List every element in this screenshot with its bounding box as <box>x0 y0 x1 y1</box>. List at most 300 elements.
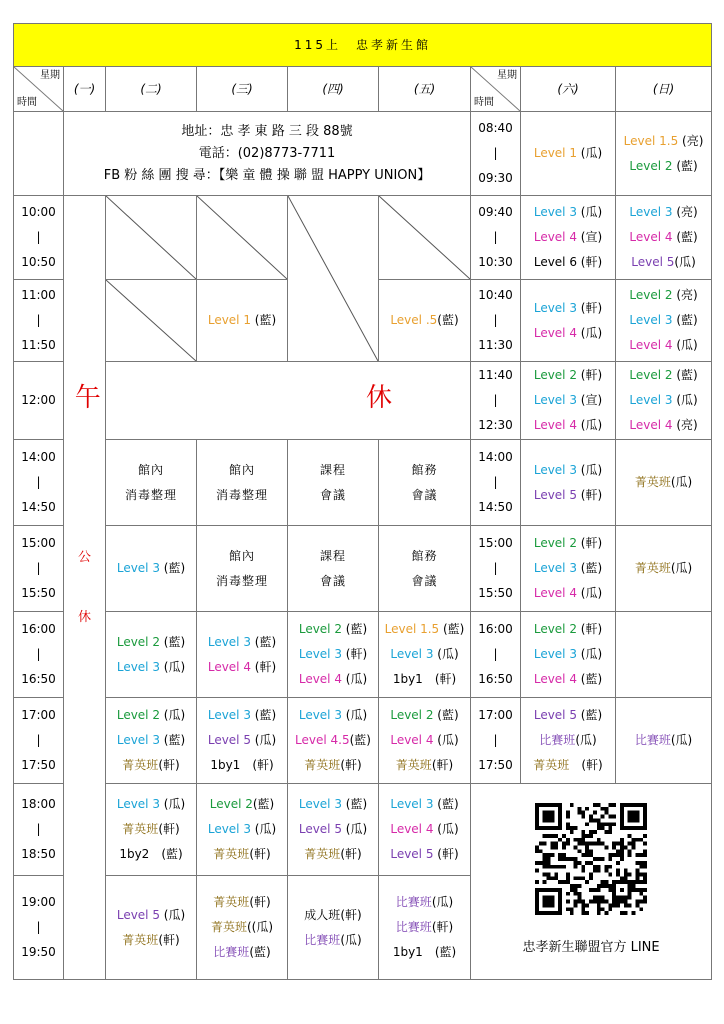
fb-text: FB 粉 絲 團 搜 尋：【樂 童 體 操 聯 盟 HAPPY UNION】 <box>103 167 431 183</box>
class-entry <box>106 728 196 753</box>
coach-name: (瓜) <box>431 895 454 909</box>
time-slot <box>14 784 64 876</box>
facility-note: 消毒整理 <box>215 487 268 502</box>
class-entry <box>197 703 287 728</box>
class-entry <box>197 753 287 778</box>
time-slot <box>471 112 521 196</box>
coach-name: (軒) <box>341 647 368 661</box>
lunch-break: 午 休 <box>106 362 471 440</box>
class-level: Level 6 <box>533 255 577 269</box>
class-level: Level 2 <box>533 622 577 636</box>
time-text: 11:40 <box>478 368 513 382</box>
class-cell <box>288 526 379 612</box>
facility-note: 消毒整理 <box>124 487 177 502</box>
time-text: 14:00 <box>478 450 513 464</box>
coach-name: (瓜) <box>159 659 186 674</box>
class-cell <box>521 280 616 362</box>
day-header-sun: (日) <box>616 67 712 112</box>
time-text: 16:50 <box>478 672 513 686</box>
class-entry <box>521 388 615 413</box>
class-entry <box>197 940 287 965</box>
class-level: 菁英班 <box>213 847 250 861</box>
class-level: Level 3 <box>629 313 673 327</box>
coach-name: (瓜) <box>576 325 603 340</box>
coach-name: (藍) <box>341 622 368 636</box>
class-level: Level 3 <box>629 205 673 219</box>
coach-name: (藍) <box>349 733 371 747</box>
class-entry <box>521 617 615 642</box>
coach-name: (瓜) <box>159 708 186 722</box>
time-slot <box>471 698 521 784</box>
coach-name: (軒) <box>576 536 603 550</box>
class-level: 菁英班 <box>122 932 159 947</box>
time-text: 11:00 <box>21 288 56 302</box>
class-entry <box>379 642 470 667</box>
coach-name: (瓜) <box>576 205 603 219</box>
class-cell <box>197 440 288 526</box>
time-text: 09:30 <box>478 171 513 185</box>
class-entry <box>616 308 711 333</box>
time-slot <box>471 362 521 440</box>
class-level: 菁英班 <box>210 920 247 934</box>
class-entry <box>521 458 615 483</box>
class-entry <box>521 296 615 321</box>
class-level: Level 5 <box>631 255 675 269</box>
class-cell <box>288 784 379 876</box>
time-slot <box>471 612 521 698</box>
coach-name: (宣) <box>576 393 603 407</box>
day-header-thu: (四) <box>288 67 379 112</box>
class-entry <box>521 667 615 692</box>
coach-name: (藍) <box>249 945 271 959</box>
coach-name: ((瓜) <box>246 920 274 934</box>
class-cell <box>521 526 616 612</box>
class-level: Level 4 <box>533 230 577 244</box>
coach-name: (瓜) <box>159 797 186 811</box>
coach-name: (軒) <box>431 920 454 934</box>
time-text: 18:50 <box>21 847 56 861</box>
class-entry <box>197 890 287 915</box>
coach-name: (軒) <box>250 659 277 674</box>
class-level: Level 4 <box>390 822 434 836</box>
empty-slot <box>379 196 471 280</box>
coach-name: (藍) <box>439 622 465 636</box>
time-text: 17:50 <box>21 758 56 772</box>
coach-name: (瓜) <box>340 932 362 947</box>
page-title: 115上 忠孝新生館 <box>14 24 712 67</box>
class-entry <box>379 667 470 692</box>
facility-note: 課程 <box>319 548 346 563</box>
class-level: Level 4 <box>207 659 251 674</box>
coach-name: (軒) <box>576 300 603 315</box>
facility-note: 館內 <box>228 548 255 563</box>
time-slot <box>14 698 64 784</box>
coach-name: (藍) <box>672 158 698 173</box>
class-entry <box>379 753 470 778</box>
coach-name: (亮) <box>672 288 698 302</box>
time-text: | <box>36 920 41 934</box>
class-cell <box>379 784 471 876</box>
class-entry <box>197 728 287 753</box>
address-text: 地址：忠 孝 東 路 三 段 88號 <box>181 123 353 139</box>
coach-name: (藍) <box>252 797 275 811</box>
class-level: 1by1 <box>392 945 423 959</box>
coach-name: (軒) <box>158 822 180 836</box>
class-entry <box>616 556 711 581</box>
time-slot <box>471 196 521 280</box>
coach-name: (軒) <box>240 758 274 772</box>
coach-name: (藍) <box>433 708 459 722</box>
class-level: Level 5 <box>533 487 577 502</box>
class-cell <box>616 440 712 526</box>
class-level: Level 3 <box>207 708 251 722</box>
coach-name: (軒) <box>431 758 454 772</box>
coach-name: (軒) <box>340 758 362 772</box>
coach-name: (瓜) <box>670 561 693 575</box>
time-slot <box>14 280 64 362</box>
class-entry <box>521 141 615 166</box>
class-entry <box>379 703 470 728</box>
class-entry <box>616 333 711 358</box>
facility-note: 消毒整理 <box>215 573 268 588</box>
class-entry <box>616 363 711 388</box>
class-cell <box>521 196 616 280</box>
class-level: Level 3 <box>207 634 251 649</box>
time-slot <box>14 876 64 980</box>
class-cell <box>106 440 197 526</box>
coach-name: (軒) <box>576 368 603 382</box>
coach-name: (瓜) <box>576 647 603 661</box>
class-level: 1by1 <box>392 672 423 686</box>
coach-name: (藍) <box>672 230 698 244</box>
day-header-wed: (三) <box>197 67 288 112</box>
class-cell <box>197 612 288 698</box>
time-text: 14:50 <box>478 500 513 514</box>
class-level: Level 5 <box>116 907 160 922</box>
class-level: Level 5 <box>533 708 577 722</box>
coach-name: (藍) <box>250 313 277 327</box>
time-slot <box>471 280 521 362</box>
time-slot <box>14 526 64 612</box>
facility-note: 館內 <box>228 462 255 477</box>
class-entry <box>521 200 615 225</box>
class-cell <box>197 876 288 980</box>
class-level: 比賽班 <box>213 945 250 959</box>
phone-text: 電話：(02)8773-7711 <box>198 145 336 161</box>
class-entry <box>521 363 615 388</box>
class-entry <box>616 413 711 438</box>
coach-name: (軒) <box>340 847 362 861</box>
class-cell <box>197 784 288 876</box>
class-cell <box>197 280 288 362</box>
class-entry <box>521 753 615 778</box>
class-entry <box>288 792 378 817</box>
day-header-mon: (一) <box>64 67 106 112</box>
time-text: | <box>493 230 498 244</box>
coach-name: (藍) <box>576 708 603 722</box>
class-level: Level 3 <box>390 647 434 661</box>
class-level: Level 3 <box>533 647 577 661</box>
time-text: 17:00 <box>478 708 513 722</box>
class-entry <box>521 250 615 275</box>
class-cell <box>379 440 471 526</box>
time-text: 10:30 <box>478 255 513 269</box>
class-entry <box>521 728 615 753</box>
coach-name: (軒) <box>249 895 271 909</box>
class-entry <box>521 321 615 346</box>
class-cell <box>616 612 712 698</box>
time-text: 10:40 <box>478 288 513 302</box>
class-level: Level 4 <box>533 325 577 340</box>
line-qr-code[interactable] <box>535 803 647 915</box>
coach-name: (藍) <box>576 561 603 575</box>
time-text: | <box>36 647 41 661</box>
class-level: Level 2 <box>629 368 673 382</box>
coach-name: (亮) <box>672 205 698 219</box>
class-level: Level 4 <box>533 672 577 686</box>
class-cell <box>288 876 379 980</box>
class-level: Level 2 <box>629 158 673 173</box>
class-entry <box>616 728 711 753</box>
class-level: 菁英班 <box>304 758 341 772</box>
class-entry <box>288 617 378 642</box>
class-level: Level 1.5 <box>384 622 440 636</box>
time-slot <box>14 612 64 698</box>
class-level: Level 1 <box>207 313 251 327</box>
class-level: 菁英班 <box>304 847 341 861</box>
class-level: Level 3 <box>298 797 342 811</box>
class-level: Level 3 <box>533 393 577 407</box>
time-text: | <box>493 146 498 160</box>
coach-name: (藍) <box>433 797 459 811</box>
coach-name: (瓜) <box>433 647 459 661</box>
class-entry <box>379 842 470 867</box>
class-cell <box>616 698 712 784</box>
time-text: | <box>36 475 41 489</box>
class-level: 菁英班 <box>634 475 671 489</box>
coach-name: (瓜) <box>674 255 696 269</box>
time-text: 15:50 <box>478 586 513 600</box>
coach-name: (瓜) <box>433 733 459 747</box>
class-level: Level 4 <box>533 418 577 432</box>
class-entry <box>521 642 615 667</box>
class-cell <box>616 526 712 612</box>
time-text: 12:30 <box>478 418 513 432</box>
coach-name: (瓜) <box>341 708 368 722</box>
time-text: 16:00 <box>21 622 56 636</box>
time-text: | <box>493 647 498 661</box>
class-level: 成人班 <box>304 907 341 922</box>
facility-note: 館務 <box>411 548 438 563</box>
class-entry <box>379 617 470 642</box>
class-entry <box>106 630 196 655</box>
time-slot <box>471 526 521 612</box>
coach-name: (藍) <box>149 847 183 861</box>
line-qr-block <box>471 784 712 980</box>
class-level: Level 5 <box>298 822 342 836</box>
class-entry <box>106 903 196 928</box>
time-text: | <box>493 313 498 327</box>
class-entry <box>288 928 378 953</box>
class-level: 比賽班 <box>395 920 432 934</box>
time-text: 08:40 <box>478 121 513 135</box>
class-entry <box>197 308 287 333</box>
class-cell <box>616 196 712 280</box>
time-text: 16:50 <box>21 672 56 686</box>
class-level: Level 1 <box>533 146 577 160</box>
coach-name: (瓜) <box>250 822 277 836</box>
class-cell <box>197 698 288 784</box>
class-level: Level 3 <box>533 300 577 315</box>
class-entry <box>616 283 711 308</box>
time-text: 14:00 <box>21 450 56 464</box>
monday-closed: 公 休 <box>64 196 106 980</box>
class-entry <box>288 817 378 842</box>
coach-name: (瓜) <box>576 462 603 477</box>
class-level: Level 5 <box>207 733 251 747</box>
facility-note: 會議 <box>411 487 438 502</box>
class-level: 菁英班 <box>213 895 250 909</box>
coach-name: (瓜) <box>341 672 368 686</box>
coach-name: (瓜) <box>250 733 277 747</box>
time-text: | <box>493 561 498 575</box>
class-level: 菁英班 <box>122 758 159 772</box>
class-entry <box>288 728 378 753</box>
class-entry <box>616 129 711 154</box>
time-text: 10:50 <box>21 255 56 269</box>
time-text: 15:00 <box>21 536 56 550</box>
class-level: Level 2 <box>209 797 253 811</box>
class-entry <box>106 753 196 778</box>
class-entry <box>106 556 196 581</box>
time-text: | <box>36 230 41 244</box>
class-cell <box>521 698 616 784</box>
empty-slot <box>106 196 197 280</box>
coach-name: (藍) <box>159 561 186 575</box>
class-level: 菁英班 <box>634 561 671 575</box>
class-cell <box>106 698 197 784</box>
time-slot <box>14 196 64 280</box>
class-entry <box>379 308 470 333</box>
qr-caption: 忠孝新生聯盟官方 LINE <box>522 940 660 955</box>
coach-name: (亮) <box>678 133 704 148</box>
class-entry <box>379 728 470 753</box>
empty-slot <box>197 196 288 280</box>
class-level: 比賽班 <box>395 895 432 909</box>
class-level: Level 3 <box>533 561 577 575</box>
class-level: Level 4 <box>629 230 673 244</box>
class-entry <box>288 753 378 778</box>
class-cell <box>106 876 197 980</box>
time-text: 19:50 <box>21 945 56 959</box>
facility-note: 課程 <box>319 462 346 477</box>
class-entry <box>197 842 287 867</box>
class-entry <box>106 817 196 842</box>
coach-name: (瓜) <box>576 418 603 432</box>
time-text: 09:40 <box>478 205 513 219</box>
class-entry <box>379 915 470 940</box>
coach-name: (瓜) <box>576 586 603 600</box>
class-level: Level 3 <box>116 659 160 674</box>
class-cell <box>616 112 712 196</box>
time-text: 16:00 <box>478 622 513 636</box>
class-level: Level 2 <box>298 622 342 636</box>
coach-name: (藍) <box>672 368 698 382</box>
time-text: 15:00 <box>478 536 513 550</box>
coach-name: (軒) <box>158 758 180 772</box>
coach-name: (軒) <box>569 758 603 772</box>
class-entry <box>197 915 287 940</box>
class-level: 1by1 <box>210 758 241 772</box>
coach-name: (軒) <box>576 622 603 636</box>
class-cell <box>379 612 471 698</box>
day-header-sat: (六) <box>521 67 616 112</box>
class-entry <box>521 556 615 581</box>
coach-name: (藍) <box>250 634 277 649</box>
facility-note: 會議 <box>319 487 346 502</box>
class-cell <box>106 612 197 698</box>
class-level: Level 2 <box>533 368 577 382</box>
class-level: Level 2 <box>116 708 160 722</box>
coach-name: (軒) <box>422 672 457 686</box>
class-entry <box>616 250 711 275</box>
info-block <box>64 112 471 196</box>
class-level: 菁英班 <box>533 758 570 772</box>
class-entry <box>106 703 196 728</box>
class-level: 比賽班 <box>539 733 576 747</box>
class-level: Level 3 <box>533 462 577 477</box>
class-entry <box>616 225 711 250</box>
coach-name: (藍) <box>422 945 457 959</box>
class-cell <box>379 698 471 784</box>
class-level: Level 3 <box>116 797 160 811</box>
class-entry <box>288 642 378 667</box>
class-cell <box>379 526 471 612</box>
class-level: Level 2 <box>629 288 673 302</box>
coach-name: (瓜) <box>670 733 693 747</box>
class-level: Level 2 <box>390 708 434 722</box>
class-cell <box>197 526 288 612</box>
class-cell <box>521 362 616 440</box>
coach-name: (藍) <box>159 733 186 747</box>
class-entry <box>521 483 615 508</box>
day-header-fri: (五) <box>379 67 471 112</box>
class-entry <box>288 703 378 728</box>
coach-name: (藍) <box>159 634 186 649</box>
class-entry <box>379 940 470 965</box>
class-cell <box>106 526 197 612</box>
class-level: Level .5 <box>390 313 438 327</box>
class-cell <box>379 876 471 980</box>
class-entry <box>379 792 470 817</box>
class-entry <box>521 581 615 606</box>
coach-name: (瓜) <box>670 475 693 489</box>
coach-name: (軒) <box>576 487 603 502</box>
class-entry <box>197 792 287 817</box>
weekday-time-header-left: 星期 時間 <box>14 67 64 112</box>
class-level: Level 2 <box>533 536 577 550</box>
class-level: Level 3 <box>533 205 577 219</box>
coach-name: (亮) <box>672 418 698 432</box>
class-entry <box>106 842 196 867</box>
class-entry <box>379 817 470 842</box>
time-text: | <box>36 733 41 747</box>
time-text: 12:00 <box>21 393 56 407</box>
schedule-table <box>13 23 712 980</box>
class-entry <box>616 154 711 179</box>
coach-name: (瓜) <box>159 907 186 922</box>
class-entry <box>521 703 615 728</box>
